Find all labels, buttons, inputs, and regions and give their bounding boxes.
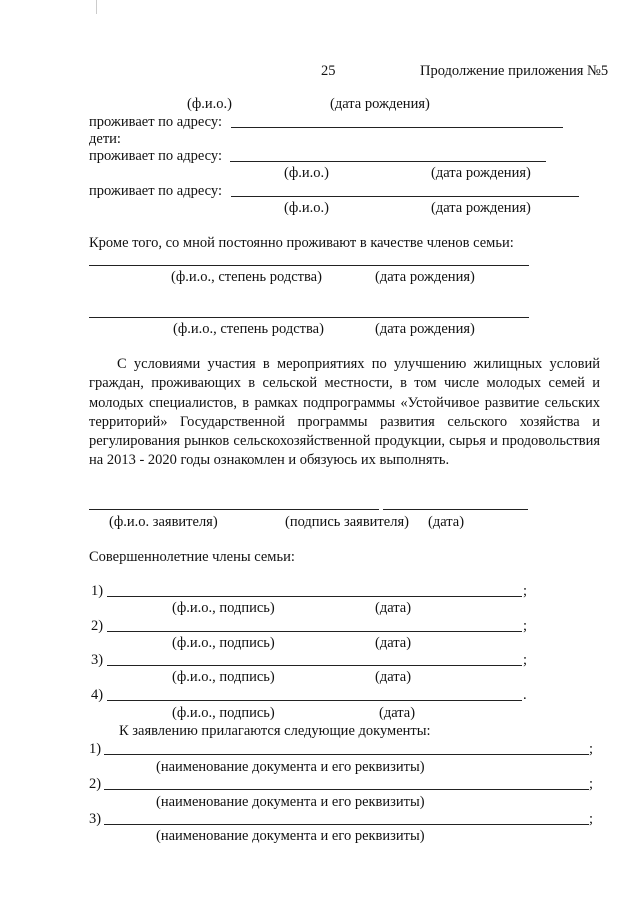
- adult-fio-sign-caption: (ф.и.о., подпись): [172, 635, 275, 651]
- adult-item-end: .: [523, 687, 527, 703]
- adult-item-line[interactable]: [107, 631, 522, 632]
- applicant-fio-sign-line[interactable]: [89, 509, 379, 510]
- fio-caption: (ф.и.о.): [187, 96, 232, 112]
- birth-caption: (дата рождения): [330, 96, 430, 112]
- applicant-date-caption: (дата): [428, 514, 465, 530]
- document-item-end: ;: [589, 811, 594, 827]
- address-label-2: проживает по адресу:: [89, 148, 222, 164]
- document-item-end: ;: [589, 776, 594, 792]
- adult-item-end: ;: [523, 618, 528, 634]
- page-number: 25: [321, 63, 336, 79]
- adult-date-caption: (дата): [375, 600, 412, 616]
- documents-title: К заявлению прилагаются следующие документы:: [119, 723, 431, 739]
- family-fio-caption-1: (ф.и.о., степень родства): [171, 269, 322, 285]
- adult-item-line[interactable]: [107, 596, 522, 597]
- child1-fio-caption: (ф.и.о.): [284, 165, 329, 181]
- family-line-1[interactable]: [89, 265, 529, 266]
- adult-date-caption: (дата): [375, 669, 412, 685]
- applicant-fio-caption: (ф.и.о. заявителя): [109, 514, 218, 530]
- scan-edge-mark: [96, 0, 97, 14]
- conditions-paragraph: С условиями участия в мероприятиях по улучшению жилищных условий граждан, проживающих в сельской местности, в том числе молодых семей и молодых специалистов, в рамках подпрограммы «Устойчивое развитие сельских территорий» Государственной программы развития сельского хозяйства и регулирования рынков сельскохозяйственной продукции, сырья и продовольствия на 2013 - 2020 годы ознакомлен и обязуюсь их выполнять.: [89, 356, 600, 469]
- adult-fio-sign-caption: (ф.и.о., подпись): [172, 669, 275, 685]
- family-fio-caption-2: (ф.и.о., степень родства): [173, 321, 324, 337]
- document-item-caption: (наименование документа и его реквизиты): [156, 759, 425, 775]
- adult-item-number: 1): [91, 583, 104, 599]
- family-birth-caption-1: (дата рождения): [375, 269, 475, 285]
- family-intro: Кроме того, со мной постоянно проживают в качестве членов семьи:: [89, 235, 514, 251]
- applicant-date-line[interactable]: [383, 509, 528, 510]
- adult-members-title: Совершеннолетние члены семьи:: [89, 549, 295, 565]
- adult-date-caption: (дата): [375, 635, 412, 651]
- address-label-1: проживает по адресу:: [89, 114, 222, 130]
- adult-item-end: ;: [523, 583, 528, 599]
- applicant-signature-caption: (подпись заявителя): [285, 514, 409, 530]
- adult-item-line[interactable]: [107, 700, 522, 701]
- child2-birth-caption: (дата рождения): [431, 200, 531, 216]
- family-birth-caption-2: (дата рождения): [375, 321, 475, 337]
- document-item-line[interactable]: [104, 789, 589, 790]
- adult-fio-sign-caption: (ф.и.о., подпись): [172, 600, 275, 616]
- adult-item-end: ;: [523, 652, 528, 668]
- adult-item-line[interactable]: [107, 665, 522, 666]
- address-line-1[interactable]: [231, 127, 563, 128]
- adult-date-caption: (дата): [379, 705, 416, 721]
- address-line-3[interactable]: [231, 196, 579, 197]
- document-item-number: 1): [89, 741, 102, 757]
- document-item-caption: (наименование документа и его реквизиты): [156, 794, 425, 810]
- children-label: дети:: [89, 131, 121, 147]
- document-item-number: 2): [89, 776, 102, 792]
- document-item-caption: (наименование документа и его реквизиты): [156, 828, 425, 844]
- document-item-number: 3): [89, 811, 102, 827]
- document-item-line[interactable]: [104, 824, 589, 825]
- adult-item-number: 3): [91, 652, 104, 668]
- child1-birth-caption: (дата рождения): [431, 165, 531, 181]
- document-item-end: ;: [589, 741, 594, 757]
- continuation-header: Продолжение приложения №5: [420, 63, 609, 79]
- family-line-2[interactable]: [89, 317, 529, 318]
- address-line-2[interactable]: [230, 161, 546, 162]
- adult-fio-sign-caption: (ф.и.о., подпись): [172, 705, 275, 721]
- child2-fio-caption: (ф.и.о.): [284, 200, 329, 216]
- adult-item-number: 4): [91, 687, 104, 703]
- adult-item-number: 2): [91, 618, 104, 634]
- address-label-3: проживает по адресу:: [89, 183, 222, 199]
- document-item-line[interactable]: [104, 754, 589, 755]
